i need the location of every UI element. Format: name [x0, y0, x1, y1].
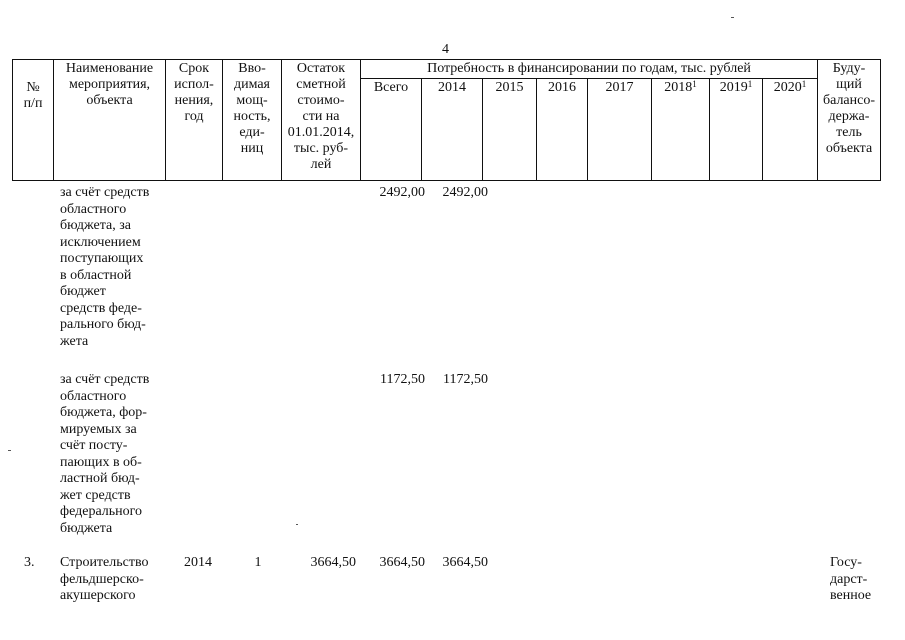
footnote-mark: 1	[692, 79, 697, 89]
header-funding-title: Потребность в финансировании по годам, тыс. рублей	[361, 60, 818, 79]
header-year-2019: 2019$^1$	[710, 79, 763, 181]
scan-speck	[296, 524, 298, 525]
header-holder: Буду- щий балансо- держа- тель объекта	[818, 60, 881, 181]
row1-y2014: 2492,00	[442, 185, 488, 200]
header-year-2020: 2020$^1$	[763, 79, 818, 181]
scan-speck	[731, 17, 734, 18]
row2-total: 1172,50	[380, 372, 425, 387]
row3-num: 3.	[24, 555, 35, 570]
header-year-2014: 2014	[422, 79, 483, 181]
footnote-mark: 1	[801, 79, 807, 89]
header-num: № п/п	[13, 60, 54, 181]
table-header	[12, 59, 881, 181]
footnote-mark: 1	[747, 79, 753, 89]
header-year-2015: 2015	[483, 79, 537, 181]
row3-y2014: 3664,50	[442, 555, 488, 570]
row3-capacity: 1	[254, 555, 262, 570]
header-remainder: Остаток сметной стоимо- сти на 01.01.2014, тыс. руб- лей	[282, 60, 361, 181]
row3-remainder: 3664,50	[310, 555, 356, 570]
scan-speck	[8, 450, 11, 451]
page-number: 4	[442, 42, 449, 57]
row3-holder: Госу- дарст- венное	[830, 555, 872, 603]
row1-name: за счёт средств областного бюджета, за исключением поступающих в областной бюджет средств феде- рального бюд- жета	[60, 185, 150, 349]
row2-y2014: 1172,50	[443, 372, 488, 387]
header-name: Наименование мероприятия, объекта	[54, 60, 166, 181]
header-total: Всего	[361, 79, 422, 181]
header-capacity: Вво- димая мощ- ность, еди- ниц	[223, 60, 282, 181]
header-year-2018: 2018$^1$	[652, 79, 710, 181]
row3-name: Строительство фельдшерско- акушерского	[60, 555, 149, 603]
header-term: Срок испол- нения, год	[166, 60, 223, 181]
header-year-2016: 2016	[537, 79, 588, 181]
row3-total: 3664,50	[379, 555, 425, 570]
header-year-2017: 2017	[588, 79, 652, 181]
row3-term: 2014	[184, 555, 212, 570]
row2-name: за счёт средств областного бюджета, фор- мируемых за счёт посту- пающих в об- ластной бюд- жет средств федерального бюджета	[60, 372, 150, 536]
row1-total: 2492,00	[379, 185, 425, 200]
